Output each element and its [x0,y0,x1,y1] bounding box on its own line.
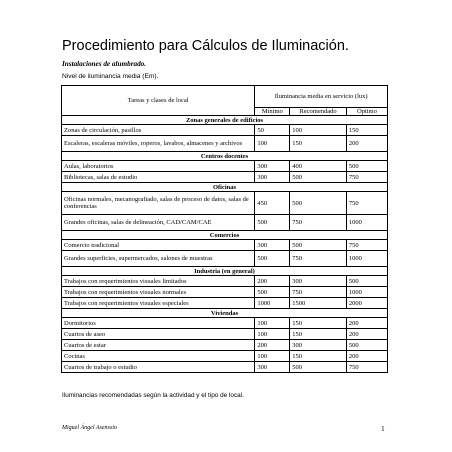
table-row [62,172,388,183]
rec-cell: 1500 [290,298,347,309]
opt-cell: 750 [346,172,387,183]
opt-cell: 500 [346,161,387,172]
min-cell: 50 [255,125,290,136]
opt-cell: 200 [346,318,387,329]
section-subtitle: Instalaciones de alumbrado. [62,60,147,68]
table-row [62,298,388,309]
header-opt: Óptimo [346,108,387,116]
opt-cell: 200 [346,136,387,152]
task-cell: Bibliotecas, salas de estudio [62,172,255,183]
table-row [62,276,388,287]
table-row [62,215,388,231]
section-header: Viviendas [62,309,388,318]
table-row [62,240,388,251]
table-row [62,192,388,215]
table-row [62,161,388,172]
header-rec: Recomendado [290,108,347,116]
rec-cell: 150 [290,329,347,340]
rec-cell: 500 [290,192,347,215]
task-cell: Trabajos con requerimientos visuales especiales [62,298,255,309]
rec-cell: 150 [290,318,347,329]
section-header: Comercios [62,231,388,240]
illuminance-table [61,85,388,373]
rec-cell: 150 [290,136,347,152]
opt-cell: 750 [346,240,387,251]
min-cell: 100 [255,136,290,152]
opt-cell: 1000 [346,251,387,267]
rec-cell: 500 [290,172,347,183]
header-task: Tareas y clases de local [62,86,255,116]
table-footnote: Iluminancias recomendadas según la actividad y el tipo de local. [62,392,244,399]
min-cell: 500 [255,251,290,267]
table-row [62,362,388,373]
opt-cell: 1000 [346,215,387,231]
min-cell: 100 [255,318,290,329]
task-cell: Trabajos con requerimientos visuales normales [62,287,255,298]
task-cell: Escaleras, escaleras móviles, roperos, lavabos, almacenes y archivos [62,136,255,152]
task-cell: Zonas de circulación, pasillos [62,125,255,136]
rec-cell: 150 [290,351,347,362]
task-cell: Comercio tradicional [62,240,255,251]
rec-cell: 300 [290,276,347,287]
table-row [62,251,388,267]
table-row [62,340,388,351]
min-cell: 1000 [255,298,290,309]
min-cell: 500 [255,215,290,231]
intro-text: Nivel de iluminancia media (Em). [62,73,159,80]
min-cell: 100 [255,351,290,362]
author-footer: Miguel Ángel Asenssio [62,425,117,431]
task-cell: Dormitorios [62,318,255,329]
task-cell: Aulas, laboratorios [62,161,255,172]
page-title: Procedimiento para Cálculos de Iluminación. [62,38,349,54]
opt-cell: 1000 [346,287,387,298]
min-cell: 300 [255,161,290,172]
opt-cell: 500 [346,276,387,287]
section-header: Oficinas [62,183,388,192]
rec-cell: 750 [290,215,347,231]
opt-cell: 200 [346,329,387,340]
opt-cell: 150 [346,125,387,136]
task-cell: Grandes oficinas, salas de delineación, CAD/CAM/CAE [62,215,255,231]
rec-cell: 300 [290,340,347,351]
header-min: Mínimo [255,108,290,116]
table-row [62,318,388,329]
rec-cell: 100 [290,125,347,136]
rec-cell: 500 [290,362,347,373]
opt-cell: 750 [346,192,387,215]
opt-cell: 200 [346,351,387,362]
opt-cell: 2000 [346,298,387,309]
rec-cell: 500 [290,240,347,251]
task-cell: Cuartos de aseo [62,329,255,340]
task-cell: Oficinas normales, mecanografiado, salas de proceso de datos, salas de conferencias [62,192,255,215]
section-header: Zonas generales de edificios [62,116,388,125]
rec-cell: 750 [290,287,347,298]
min-cell: 100 [255,329,290,340]
min-cell: 500 [255,287,290,298]
min-cell: 450 [255,192,290,215]
opt-cell: 500 [346,340,387,351]
section-header: Industria (en general) [62,267,388,276]
task-cell: Cuartos de trabajo o estudio [62,362,255,373]
task-cell: Cocinas [62,351,255,362]
table-row [62,287,388,298]
min-cell: 300 [255,240,290,251]
rec-cell: 400 [290,161,347,172]
header-illuminance: Iluminancia media en servicio (lux) [255,86,388,108]
rec-cell: 750 [290,251,347,267]
task-cell: Trabajos con requerimientos visuales limitados [62,276,255,287]
table-row [62,125,388,136]
task-cell: Cuartos de estar [62,340,255,351]
min-cell: 200 [255,340,290,351]
min-cell: 300 [255,172,290,183]
min-cell: 300 [255,362,290,373]
table-row [62,136,388,152]
page-number: 1 [381,424,385,433]
task-cell: Grandes superficies, supermercados, salones de muestras [62,251,255,267]
opt-cell: 750 [346,362,387,373]
table-row [62,329,388,340]
table-row [62,351,388,362]
min-cell: 200 [255,276,290,287]
section-header: Centros docentes [62,152,388,161]
